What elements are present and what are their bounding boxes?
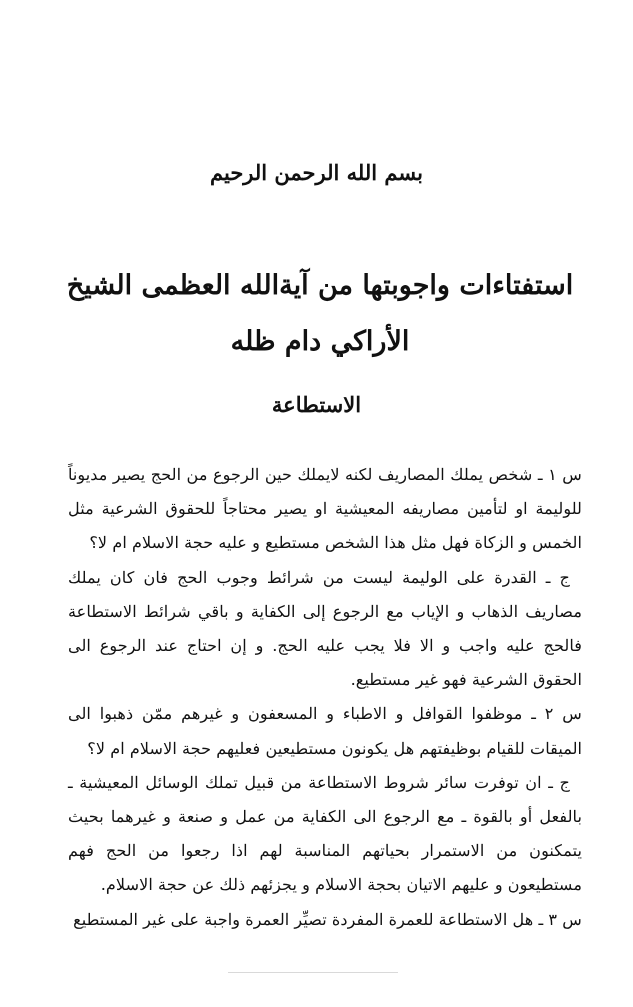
basmala-heading: بسم الله الرحمن الرحيم xyxy=(210,160,423,185)
answer-1: ج ـ القدرة على الوليمة ليست من شرائط وجوب الحج فان كان يملك مصاريف الذهاب و الإياب مع الرجوع إلى الكفاية و باقي شرائط الاستطاعة فالحج عليه واجب و الا فلا يجب عليه الحج. و إن احتاج عند الرجوع الى الحقوق الشرعية فهو غير مستطيع. xyxy=(68,567,582,690)
body-text xyxy=(68,458,582,937)
document-title: استفتاءات واجوبتها من آية‌الله العظمى الشيخ الأراكي دام ظله xyxy=(66,270,574,357)
answer-2: ج ـ ان توفرت سائر شروط الاستطاعة من قبيل تملك الوسائل المعيشية ـ بالفعل أو بالقوة ـ مع الرجوع الى الكفاية من عمل و صنعة و غيرهما بحيث يتمكنون من الاستمرار بحياتهم المناسبة لهم اذا رجعوا من الحج فهم مستطيعون و عليهم الاتيان بحجة الاسلام و يجزئهم ذلك عن حجة الاسلام. xyxy=(68,772,582,895)
question-1: س ١ ـ شخص يملك المصاريف لكنه لايملك حين الرجوع من الحج يصير مديوناً للوليمة او لتأمين مصاريفه المعيشية او يصير محتاجاً للحقوق الشرعية مثل الخمس و الزكاة فهل مثل هذا الشخص مستطيع و عليه حجة الاسلام ام لا؟ xyxy=(68,465,582,553)
question-3: س ٣ ـ هل الاستطاعة للعمرة المفردة تصيِّر العمرة واجبة على غير المستطيع xyxy=(73,909,582,929)
question-2: س ٢ ـ موظفوا القوافل و الاطباء و المسعفون و غيرهم ممّن ذهبوا الى الميقات للقيام بوظيفتهم هل يكونون مستطيعين فعليهم حجة الاسلام ام لا؟ xyxy=(68,704,582,758)
section-heading: الاستطاعة xyxy=(271,392,362,417)
footer-divider xyxy=(228,972,398,973)
